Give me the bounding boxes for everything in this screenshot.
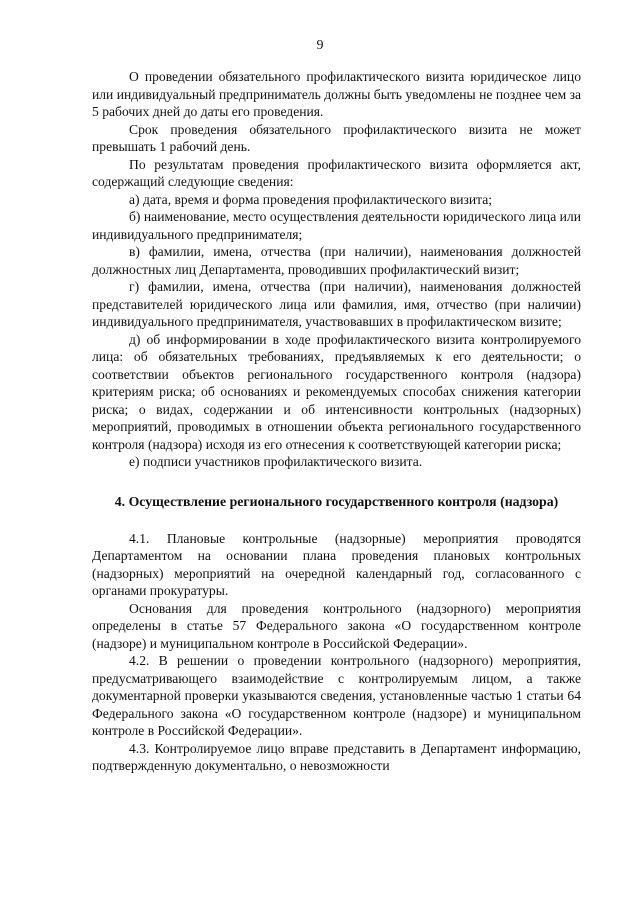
paragraph-4-3: 4.3. Контролируемое лицо вправе представить в Департамент информацию, подтвержденную документально, о невозможности <box>92 740 581 773</box>
list-item-g: г) фамилии, имена, отчества (при наличии), наименования должностей представителей юридического лица или фамилия, имя, отчество (при наличии) индивидуального предпринимателя, участвовавших в профилактическом визите; <box>92 279 581 329</box>
paragraph-visit-notification: О проведении обязательного профилактического визита юридическое лицо или индивидуальный предприниматель должны быть уведомлены не позднее чем за 5 рабочих дней до даты его проведения. <box>92 69 581 119</box>
list-item-b: б) наименование, место осуществления деятельности юридического лица или индивидуального предпринимателя; <box>92 209 581 242</box>
paragraph-grounds: Основания для проведения контрольного (надзорного) мероприятия определены в статье 57 Федерального закона «О государственном контроле (надзоре) и муниципальном контроле в Российской Федерации». <box>92 600 581 651</box>
list-item-e: е) подписи участников профилактического визита. <box>129 454 423 469</box>
page-number: 9 <box>316 38 324 53</box>
paragraph-visit-act: По результатам проведения профилактического визита оформляется акт, содержащий следующие сведения: <box>92 156 581 189</box>
list-item-v: в) фамилии, имена, отчества (при наличии), наименования должностей должностных лиц Департамента, проводивших профилактический визит; <box>92 244 581 277</box>
section-heading: 4. Осуществление регионального государственного контроля (надзора) <box>114 493 559 509</box>
list-item-a: а) дата, время и форма проведения профилактического визита; <box>129 191 493 207</box>
paragraph-4-1: 4.1. Плановые контрольные (надзорные) мероприятия проводятся Департаментом на основании плана проведения плановых контрольных (надзорных) мероприятий на очередной календарный год, согласованного с органами прокуратуры. <box>92 530 581 598</box>
paragraph-4-2: 4.2. В решении о проведении контрольного (надзорного) мероприятия, предусматривающего взаимодействие с контролируемым лицом, а также документарной проверки указываются сведения, установленные частью 1 статьи 64 Федерального закона «О государственном контроле (надзоре) и муниципальном контроле в Российской Федерации». <box>92 653 581 738</box>
document-body <box>92 68 581 775</box>
list-item-d: д) об информировании в ходе профилактического визита контролируемого лица: об обязательных требованиях, предъявляемых к его деятельности; о соответствии объектов регионального государственного контроля (надзора) критериям риска; об основаниях и рекомендуемых способах снижения категории риска; о видах, содержании и об интенсивности контрольных (надзорных) мероприятий, проводимых в отношении объекта регионального государственного контроля (надзора) исходя из его отнесения к соответствующей категории риска; <box>92 331 581 452</box>
paragraph-visit-duration: Срок проведения обязательного профилактического визита не может превышать 1 рабочий день. <box>92 121 581 154</box>
